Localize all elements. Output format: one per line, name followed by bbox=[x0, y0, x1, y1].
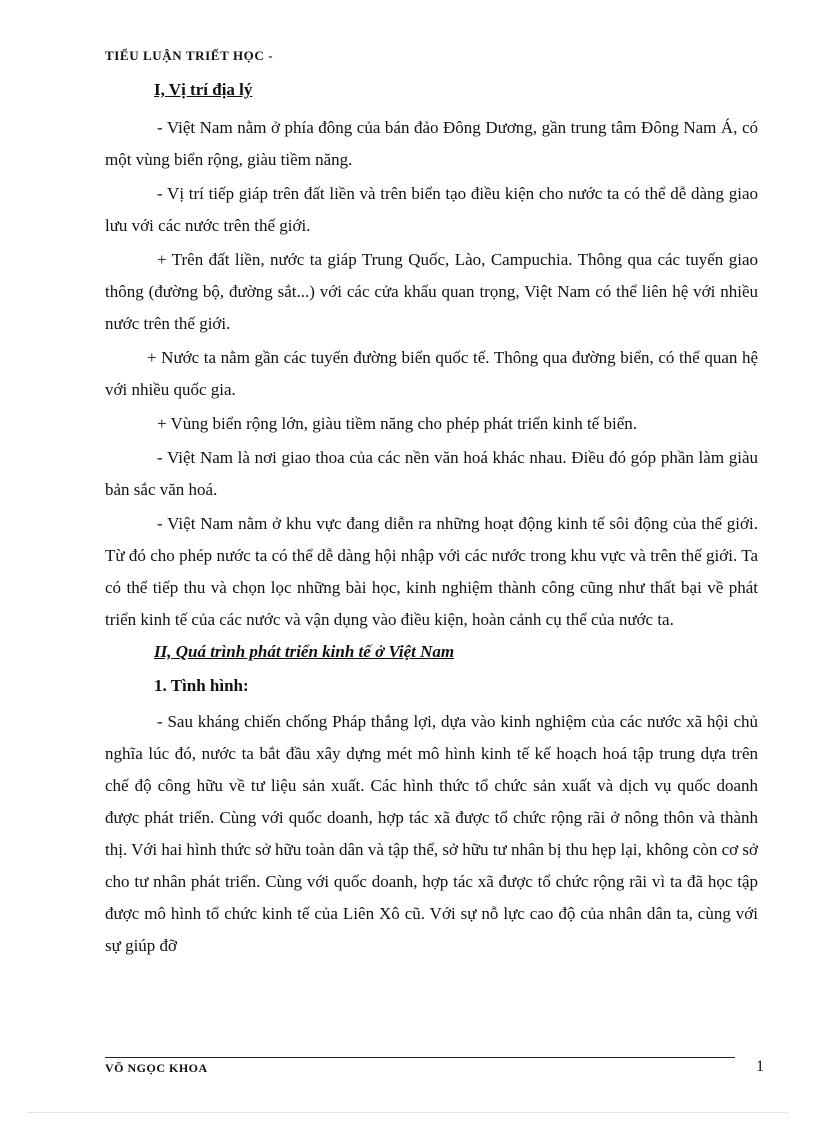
paragraph: - Việt Nam nằm ở phía đông của bán đảo Đông Dương, gần trung tâm Đông Nam Á, có một vùng biển rộng, giàu tiềm năng. bbox=[105, 118, 758, 169]
paragraph: - Sau kháng chiến chống Pháp thắng lợi, dựa vào kinh nghiệm của các nước xã hội chủ nghĩa lúc đó, nước ta bắt đầu xây dựng mét mô hình kinh tế kế hoạch hoá tập trung dựa trên chế độ công hữu về tư liệu sản xuất. Các hình thức tổ chức sản xuất và dịch vụ quốc doanh được phát triển. Cùng với quốc doanh, hợp tác xã được tổ chức rộng rãi ở nông thôn và thành thị. Với hai hình thức sở hữu toàn dân và tập thể, sở hữu tư nhân bị thu hẹp lại, không còn cơ sở cho tư nhân phát triển. Cùng với quốc doanh, hợp tác xã được tổ chức rộng rãi vì ta đã học tập được mô hình tổ chức kinh tế của Liên Xô cũ. Với sự nỗ lực cao độ của nhân dân ta, cùng với sự giúp đỡ bbox=[105, 712, 758, 955]
paragraph: - Việt Nam nằm ở khu vực đang diễn ra những hoạt động kinh tế sôi động của thế giới. Từ đó cho phép nước ta có thể dễ dàng hội nhập với các nước trong khu vực và trên thế giới. Ta có thể tiếp thu và chọn lọc những bài học, kinh nghiệm thành công cũng như thất bại về phát triển kinh tế của các nước và vận dụng vào điều kiện, hoàn cảnh cụ thể của nước ta. bbox=[105, 514, 758, 629]
section-2-heading: II, Quá trình phát triển kinh tế ở Việt Nam bbox=[154, 642, 455, 661]
page-bottom-edge bbox=[28, 1112, 788, 1113]
paragraph: - Việt Nam là nơi giao thoa của các nền văn hoá khác nhau. Điều đó góp phần làm giàu bản sắc văn hoá. bbox=[105, 448, 758, 499]
paragraph: - Vị trí tiếp giáp trên đất liền và trên biển tạo điều kiện cho nước ta có thể dễ dàng giao lưu với các nước trên thế giới. bbox=[105, 184, 758, 235]
page-number: 1 bbox=[756, 1058, 764, 1075]
page-body bbox=[105, 74, 758, 964]
section-1-heading: I, Vị trí địa lý bbox=[154, 80, 253, 99]
subsection-heading: 1. Tình hình: bbox=[154, 676, 249, 695]
paragraph: + Vùng biển rộng lớn, giàu tiềm năng cho phép phát triển kinh tế biển. bbox=[157, 414, 638, 433]
paragraph: + Nước ta nằm gần các tuyến đường biển quốc tế. Thông qua đường biển, có thể quan hệ với nhiều quốc gia. bbox=[105, 348, 758, 399]
footer-author: VÕ NGỌC KHOA bbox=[105, 1061, 208, 1075]
footer-divider bbox=[105, 1057, 735, 1058]
paragraph: + Trên đất liền, nước ta giáp Trung Quốc, Lào, Campuchia. Thông qua các tuyến giao thông (đường bộ, đường sắt...) với các cửa khẩu quan trọng, Việt Nam có thể liên hệ với nhiều nước trên thế giới. bbox=[105, 250, 758, 333]
document-header: TIỂU LUẬN TRIẾT HỌC - bbox=[105, 48, 274, 63]
